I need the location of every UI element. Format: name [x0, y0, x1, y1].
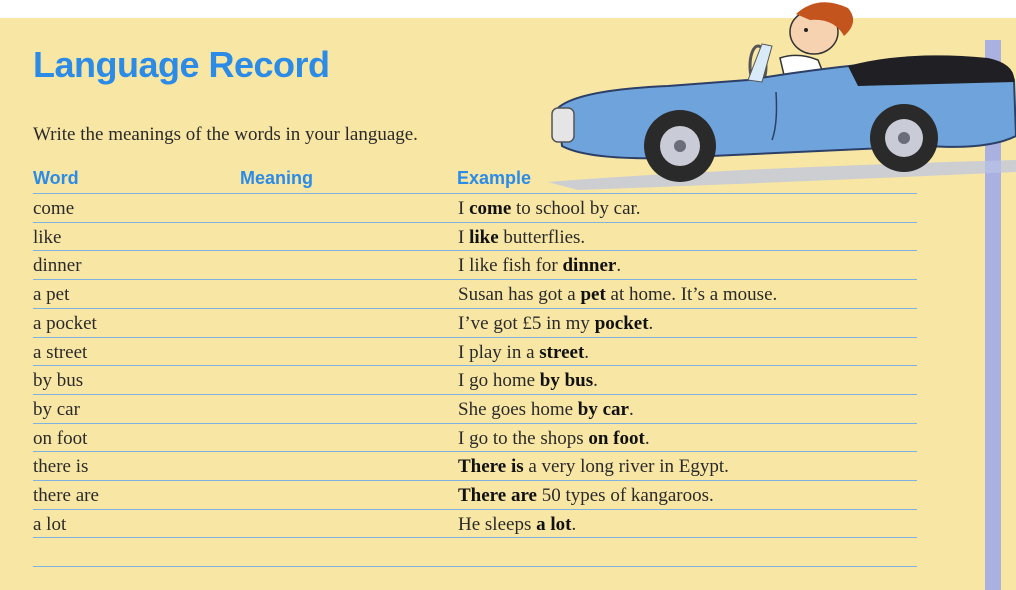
instructions: Write the meanings of the words in your language. [33, 124, 418, 145]
example-text: . [593, 370, 598, 392]
example-cell [458, 198, 641, 220]
example-text: 50 types of kangaroos. [536, 485, 714, 506]
example-keyword: come [469, 198, 512, 219]
example-text: . [648, 312, 654, 334]
example-text: I go home [458, 370, 540, 392]
example-keyword: a lot [536, 513, 572, 535]
example-keyword: There is [458, 456, 524, 478]
example-text: She goes home [458, 398, 578, 420]
row-rule [33, 250, 917, 251]
column-header-meaning: Meaning [240, 168, 314, 188]
word-cell: there is [33, 456, 89, 478]
example-keyword: pocket [594, 312, 649, 334]
example-text: I [458, 198, 470, 219]
example-text: I [458, 226, 470, 248]
word-cell: a pocket [33, 312, 97, 334]
word-cell: a pet [33, 284, 70, 306]
example-cell [458, 227, 585, 249]
example-text: I’ve got £5 in my [458, 312, 595, 334]
example-cell [458, 485, 714, 507]
example-cell [458, 284, 777, 306]
page-title: Language Record [33, 44, 330, 85]
example-keyword: There are [458, 485, 537, 506]
example-cell [458, 313, 653, 335]
example-text: Susan has got a [458, 284, 581, 306]
example-text: butterflies. [498, 226, 586, 248]
example-text: at home. It’s a mouse. [605, 284, 778, 306]
example-cell [458, 428, 650, 450]
example-cell [458, 399, 634, 421]
example-text: a very long river in Egypt. [523, 456, 729, 478]
example-text: . [571, 513, 577, 535]
row-rule [33, 365, 917, 366]
example-cell [458, 456, 729, 478]
row-rule [33, 222, 917, 223]
row-rule [33, 423, 917, 424]
example-text: . [628, 398, 634, 420]
example-keyword: by car [577, 398, 629, 420]
example-cell [458, 514, 576, 536]
blank-rule [33, 566, 917, 567]
row-rule [33, 337, 917, 338]
row-rule [33, 509, 917, 510]
row-rule [33, 537, 917, 538]
word-cell: by bus [33, 370, 84, 392]
word-cell: like [33, 226, 62, 248]
example-text: . [616, 255, 622, 277]
row-rule [33, 394, 917, 395]
example-text: . [644, 427, 650, 449]
word-cell: there are [33, 485, 99, 506]
example-keyword: street [539, 341, 585, 363]
word-cell: a street [33, 341, 88, 363]
word-cell: a lot [33, 513, 67, 535]
example-text: . [584, 341, 590, 363]
example-cell [458, 370, 598, 392]
example-text: I play in a [458, 341, 540, 363]
example-keyword: dinner [562, 255, 617, 277]
column-header-word: Word [33, 168, 79, 188]
example-keyword: pet [580, 284, 606, 306]
row-rule [33, 480, 917, 481]
example-text: I go to the shops [458, 427, 589, 449]
example-cell [458, 255, 621, 277]
example-cell [458, 342, 589, 364]
row-rule [33, 451, 917, 452]
example-keyword: on foot [588, 427, 645, 449]
word-cell: by car [33, 398, 80, 420]
example-text: He sleeps [458, 513, 537, 535]
car-illustration [548, 0, 1016, 200]
row-rule [33, 279, 917, 280]
header-rule [33, 193, 917, 194]
example-text: to school by car. [511, 198, 641, 219]
row-rule [33, 308, 917, 309]
word-cell: dinner [33, 255, 82, 277]
word-cell: on foot [33, 427, 88, 449]
example-text: I like fish for [458, 255, 563, 277]
word-cell: come [33, 198, 75, 219]
example-keyword: like [469, 226, 499, 248]
example-keyword: by bus [539, 370, 594, 392]
column-header-example: Example [457, 168, 532, 188]
